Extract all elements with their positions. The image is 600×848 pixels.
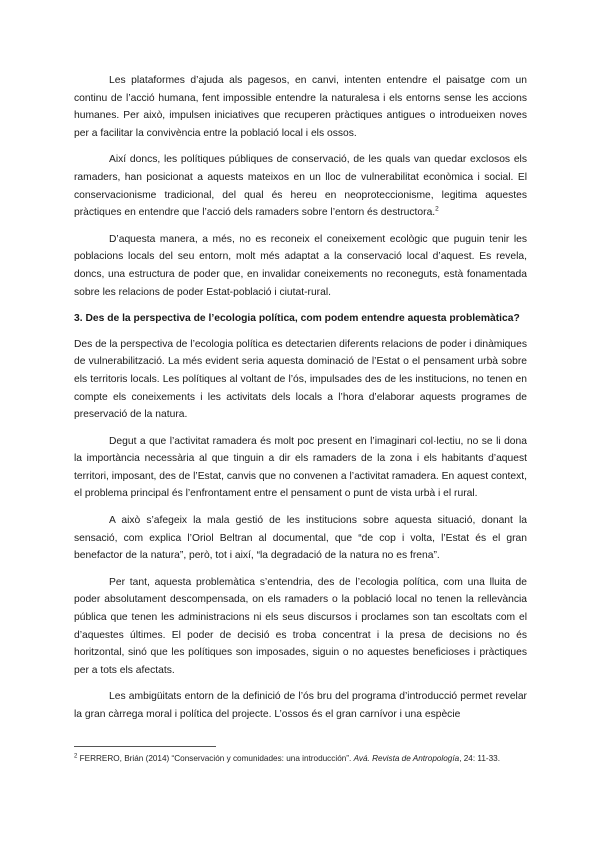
paragraph-3: D’aquesta manera, a més, no es reconeix el coneixement ecològic que puguin tenir les poblacions locals del seu entorn, molt més adaptat a la conservació local d’aquest. Es revela, doncs, una estructura de poder que, en invalidar coneixements no reconeguts, està fonamentada sobre les relacions de poder Estat-població i ciutat-rural. [74, 233, 527, 298]
footnote-author: FERRERO, Brián (2014) “Conservación y comunidades: una introducción”. [79, 754, 352, 763]
paragraph-1: Les plataformes d’ajuda als pagesos, en canvi, intenten entendre el paisatge com un continu de l’acció humana, fent impossible entendre la naturalesa i els entorns sense les accions humanes. Per això, impulsen iniciatives que recuperen pràctiques antigues o introdueixen noves per a facilitar la convivència entre la població local i els ossos. [74, 75, 527, 139]
section-paragraph-1: Des de la perspectiva de l’ecologia política es detectarien diferents relacions de poder i dinàmiques de vulnerabilització. La més evident seria aquesta dominació de l’Estat o el pensament urbà sobre els territoris locals. Les polítiques al voltant de l’ós, impulsades des de les institucions, no tenen en compte els coneixements i les activitats dels locals a l’hora d’elaborar aquests programes de preservació de la natura. [74, 338, 527, 421]
section-paragraph-2: Degut a que l’activitat ramadera és molt poc present en l’imaginari col·lectiu, no se li dona la importància necessària al que tinguin a dir els ramaders de la zona i els habitants d’aquest territori, imposant, des de l’Estat, canvis que no convenen a l’activitat ramadera. En aquest context, el problema principal és l’enfrontament entre el pensament o punt de vista urbà i el rural. [74, 435, 527, 500]
paragraph-2 [74, 151, 527, 221]
footnote-divider [74, 746, 216, 747]
footnote [74, 752, 527, 765]
body-text [74, 72, 527, 733]
footnote-reference[interactable]: 2 [435, 205, 439, 213]
section-paragraph-3: A això s’afegeix la mala gestió de les institucions sobre aquesta situació, donant la sensació, com explica l’Oriol Beltran al documental, que “de cop i volta, l’Estat és el gran benefactor de la natura”, però, tot i així, “la degradació de la natura no es frena”. [74, 515, 527, 562]
section-heading: 3. Des de la perspectiva de l’ecologia política, com podem entendre aquesta problemàtica? [74, 313, 520, 325]
footnote-number: 2 [74, 753, 78, 760]
section-paragraph-5: Les ambigüitats entorn de la definició de l’ós bru del programa d’introducció permet revelar la gran càrrega moral i política del projecte. L’ossos és el gran carnívor i una espècie [74, 691, 527, 720]
footnote-pages: , 24: 11-33. [459, 754, 501, 763]
section-paragraph-4: Per tant, aquesta problemàtica s’entendria, des de l’ecologia política, com una lluita de poder absolutament descompensada, on els ramaders o la població local no tenen la rellevància pública que tenen les administracions ni els seus discursos i proclames son tan escoltats com el d’aquestes últimes. El poder de decisió es troba concentrat i la presa de decisions no és horitzontal, sinó que les polítiques son imposades, siguin o no aquestes beneficioses i pràctiques per a tots els afectats. [74, 576, 527, 676]
footnote-journal: Avá. Revista de Antropología [353, 754, 460, 763]
paragraph-2-text: Així doncs, les polítiques públiques de conservació, de les quals van quedar exclosos els ramaders, han posicionat a aquests mateixos en un lloc de vulnerabilitat econòmica i social. El conservacionisme tradicional, del qual és hereu en neoproteccionisme, legitima aquestes pràctiques en entendre que l’acció dels ramaders sobre l’entorn és destructora. [74, 154, 527, 219]
